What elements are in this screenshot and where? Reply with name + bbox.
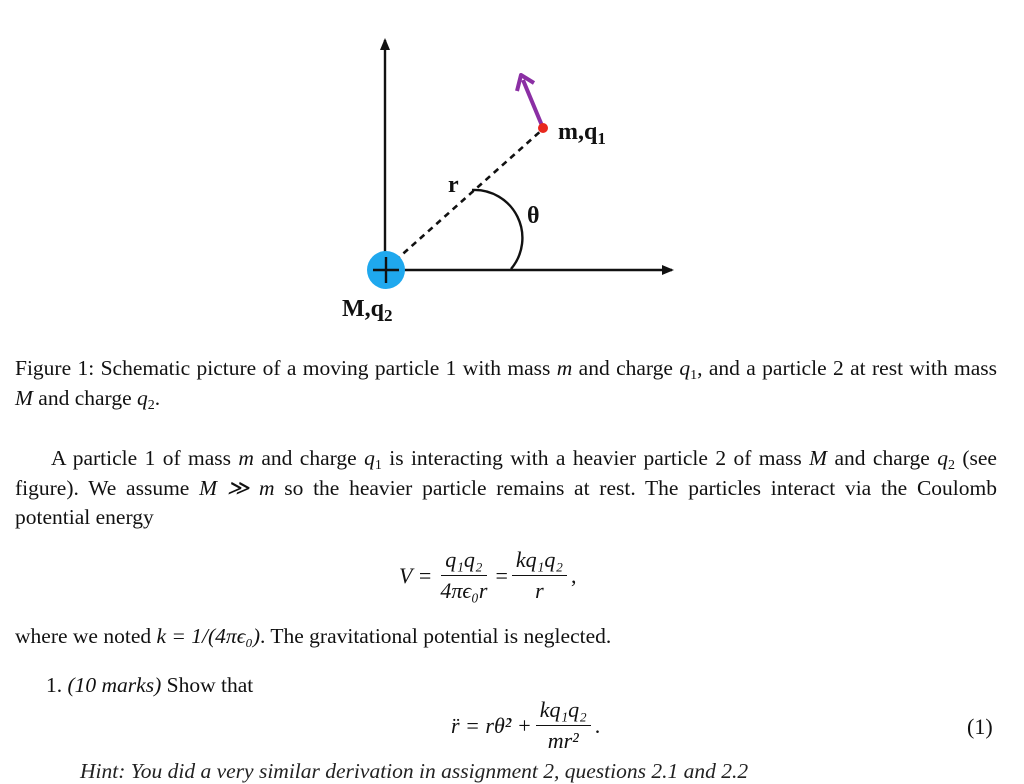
fraction-1: $\frac{\text{q₁q₂}}{\text{4πϵ₀r}}$: [440, 547, 488, 603]
particle-1: [538, 123, 548, 133]
figure-caption: Figure 1: Schematic picture of a moving particle 1 with mass m and charge $q_1$, and a particle 2 at rest with mass M and charge $q_2$.: [15, 356, 997, 413]
fraction-2: $\frac{\text{kq₁q₂}}{r}$: [512, 548, 567, 603]
fraction-eq1: $\frac{\text{kq₁q₂}}{\text{mr²}}$: [536, 698, 591, 753]
particle-2-label: $M,q_2$: [342, 296, 393, 325]
equation-1: r̈ = rθ̇² + $\frac{\text{kq₁q₂}}{\text{mr²}}$ .: [451, 697, 601, 753]
r-dashed-line: [387, 129, 543, 268]
theta-arc: [472, 190, 522, 269]
hint-text: Hint: You did a very similar derivation in assignment 2, questions 2.1 and 2.2: [80, 759, 749, 783]
question-item-1: 1. (10 marks) Show that: [46, 673, 254, 697]
caption-prefix: Figure 1:: [15, 356, 95, 380]
velocity-arrow: [523, 80, 543, 128]
marks-label: (10 marks): [67, 673, 162, 697]
equation-number: (1): [967, 714, 993, 739]
particle-1-label: $m,q_1$: [558, 119, 606, 148]
theta-label: θ: [527, 203, 540, 229]
noted-sentence: where we noted k = 1/(4πϵ₀). The gravitational potential is neglected.: [15, 624, 612, 648]
r-label: r: [448, 172, 459, 198]
figure-1-diagram: [0, 0, 1024, 340]
coulomb-potential-equation: V = $\frac{\text{q₁q₂}}{\text{4πϵ₀r}}$ = $\frac{\text{kq₁q₂}}{r}$ ,: [399, 547, 577, 603]
problem-paragraph: A particle 1 of mass m and charge $q_1$ is interacting with a heavier particle 2 of mass M and charge $q_2$ (see figure). We assume M ≫ m so the heavier particle remains at rest. The particles interact via the Coulomb potential energy: [15, 446, 997, 529]
